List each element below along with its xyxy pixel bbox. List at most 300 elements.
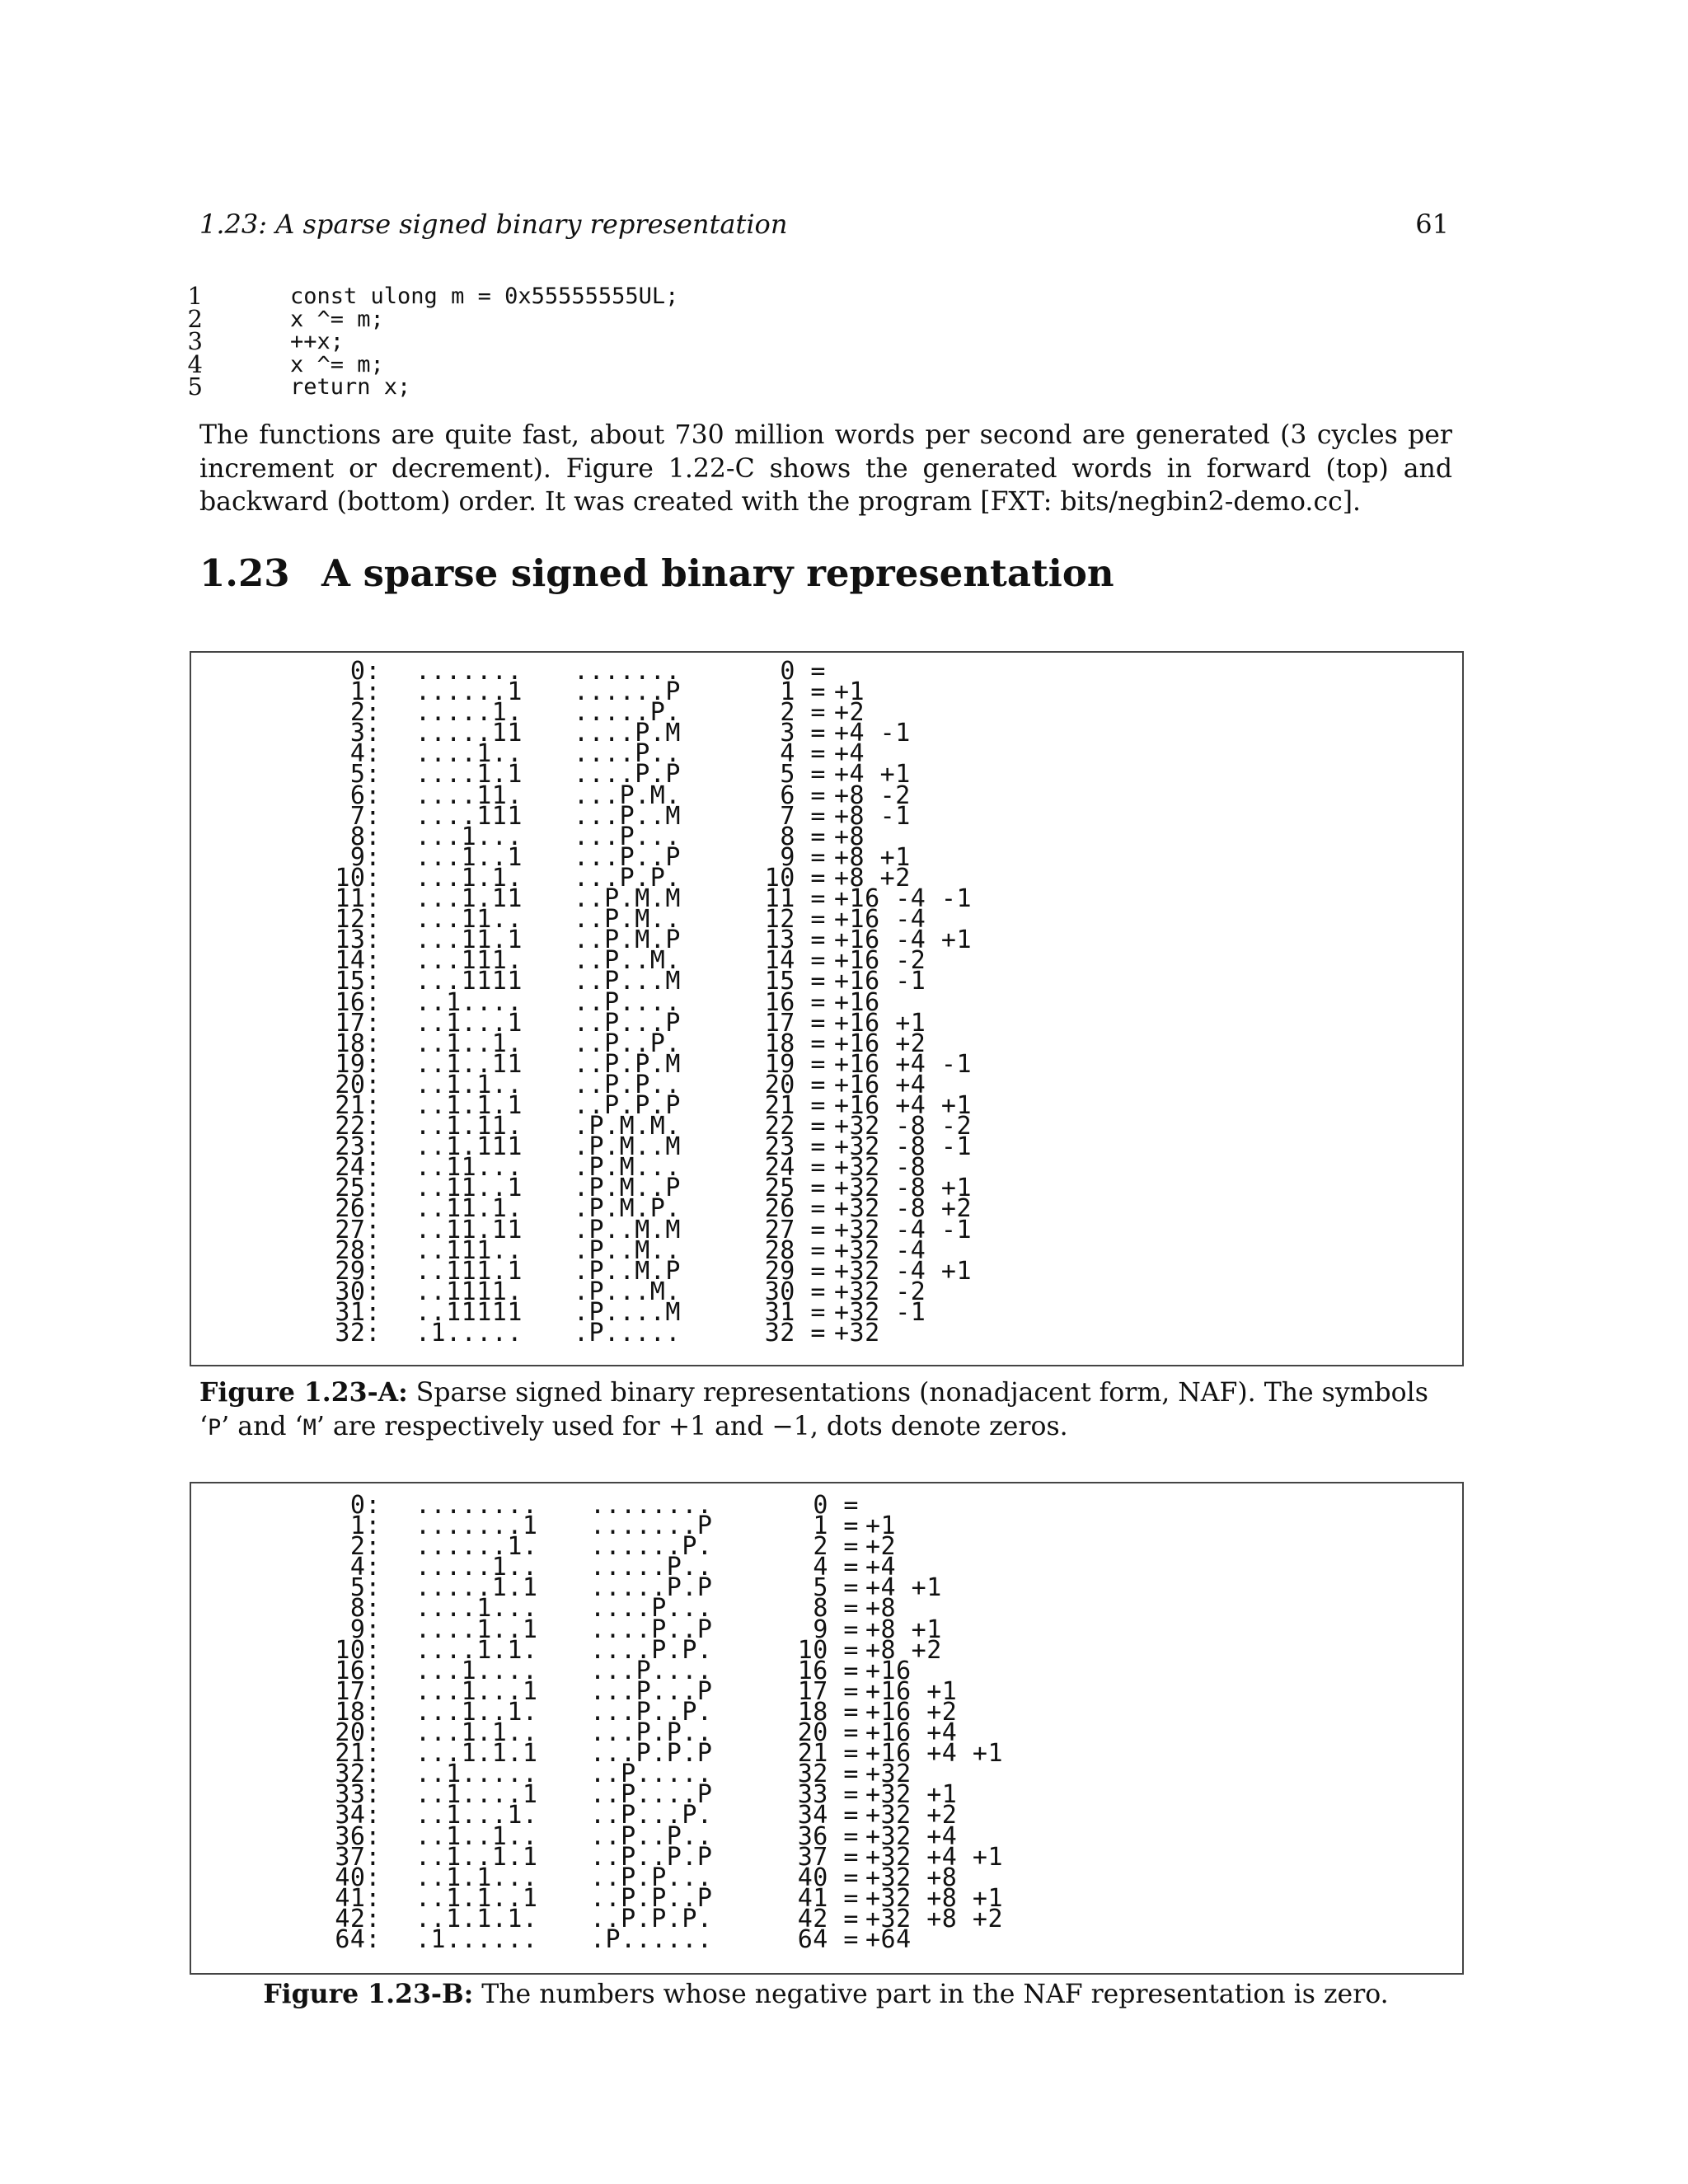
decimal-equals: 18 = <box>797 1697 859 1727</box>
code-line-number: 3 <box>187 327 203 356</box>
naf-terms: +32 -4 -1 <box>834 1215 973 1244</box>
naf-terms: +32 -8 -2 <box>834 1112 973 1141</box>
naf-terms: +32 +4 <box>865 1821 958 1851</box>
row-index: 18: <box>335 1029 381 1058</box>
naf-terms: +32 +8 +1 <box>865 1883 1004 1913</box>
binary-value: ..1...1. <box>415 1801 538 1830</box>
decimal-equals: 37 = <box>797 1842 859 1872</box>
binary-value: ..1.111 <box>415 1132 523 1162</box>
decimal-equals: 16 = <box>797 1656 859 1685</box>
naf-terms: +16 +4 +1 <box>865 1739 1004 1769</box>
table-row <box>191 760 1462 790</box>
decimal-equals: 4 = <box>813 1553 859 1582</box>
naf-value: ...P.P.. <box>590 1718 713 1748</box>
table-row <box>191 842 1462 872</box>
naf-terms: +32 +1 <box>865 1780 958 1810</box>
row-index: 11: <box>335 884 381 914</box>
decimal-equals: 34 = <box>797 1801 859 1830</box>
row-index: 14: <box>335 946 381 976</box>
naf-terms: +8 <box>834 822 865 851</box>
decimal-equals: 21 = <box>764 1090 826 1120</box>
naf-value: .......P <box>590 1511 713 1541</box>
binary-value: ...1...1 <box>415 1676 538 1706</box>
binary-value: ...1... <box>415 822 523 851</box>
figure-a-caption <box>199 1376 1452 1445</box>
binary-value: ...111. <box>415 946 523 976</box>
code-line-number: 4 <box>187 349 203 378</box>
table-row <box>191 780 1462 810</box>
row-index: 3: <box>349 719 381 748</box>
binary-value: ......1. <box>415 1532 538 1562</box>
table-row <box>191 677 1462 707</box>
row-index: 8: <box>349 1594 381 1624</box>
naf-terms: +32 -4 +1 <box>834 1256 973 1286</box>
naf-value: ..P...P <box>574 1008 681 1038</box>
binary-value: ...11.1 <box>415 926 523 955</box>
decimal-equals: 42 = <box>797 1904 859 1933</box>
row-index: 25: <box>335 1174 381 1203</box>
naf-value: ....P.. <box>574 739 681 769</box>
code-line <box>180 349 1169 378</box>
naf-terms: +8 +1 <box>834 842 911 872</box>
binary-value: .....1.. <box>415 1553 538 1582</box>
naf-value: ....P.P <box>574 760 681 790</box>
naf-terms: +16 +1 <box>865 1676 958 1706</box>
naf-terms: +16 -2 <box>834 946 926 976</box>
binary-value: ....1..1 <box>415 1615 538 1644</box>
binary-value: ..1...1 <box>415 1008 523 1038</box>
table-row <box>191 1049 1462 1079</box>
table-row <box>191 1235 1462 1265</box>
naf-value: ..P.P.P <box>574 1090 681 1120</box>
naf-value: ......P. <box>590 1532 713 1562</box>
decimal-equals: 13 = <box>764 926 826 955</box>
figure-a-caption-text-2: ’ and ‘ <box>221 1411 303 1441</box>
decimal-equals: 17 = <box>797 1676 859 1706</box>
naf-terms: +32 -8 +2 <box>834 1194 973 1224</box>
table-row <box>191 1112 1462 1141</box>
binary-value: ...11.. <box>415 905 523 935</box>
table-row <box>191 1090 1462 1120</box>
row-index: 31: <box>335 1297 381 1327</box>
code-listing <box>180 282 1169 401</box>
figure-a-caption-label: Figure 1.23-A: <box>199 1377 408 1408</box>
naf-value: ....P.M <box>574 719 681 748</box>
row-index: 9: <box>349 1615 381 1644</box>
table-row <box>191 1008 1462 1038</box>
section-number: 1.23 <box>199 551 290 595</box>
naf-value: ...P..P. <box>590 1697 713 1727</box>
naf-value: ..P..P.. <box>590 1821 713 1851</box>
binary-value: ..1..... <box>415 1760 538 1789</box>
decimal-equals: 5 = <box>780 760 826 790</box>
naf-value: .P.M.M. <box>574 1112 681 1141</box>
row-index: 15: <box>335 967 381 996</box>
running-head <box>199 206 1449 242</box>
naf-terms: +16 +2 <box>834 1029 926 1058</box>
binary-value: ........ <box>415 1491 538 1520</box>
row-index: 6: <box>349 780 381 810</box>
section-heading <box>199 551 1114 597</box>
naf-value: ...P...P <box>590 1676 713 1706</box>
row-index: 27: <box>335 1215 381 1244</box>
naf-terms: +32 +8 <box>865 1863 958 1892</box>
row-index: 1: <box>349 1511 381 1541</box>
naf-value: .P.M... <box>574 1153 681 1183</box>
naf-value: ....P..P <box>590 1615 713 1644</box>
row-index: 4: <box>349 1553 381 1582</box>
body-paragraph: The functions are quite fast, about 730 million words per second are generated (3 cycles per increment or decrement). Figure 1.22-C shows the generated words in forward (top) and backward (bottom) order. It was created with the program [FXT: bits/negbin2-demo.cc]. <box>199 420 1452 517</box>
code-line-text: ++x; <box>290 329 345 355</box>
table-row <box>191 719 1462 748</box>
code-line-text: x ^= m; <box>290 306 384 332</box>
row-index: 37: <box>335 1842 381 1872</box>
row-index: 28: <box>335 1235 381 1265</box>
binary-value: .....1.1 <box>415 1573 538 1603</box>
naf-value: .P..... <box>574 1319 681 1347</box>
decimal-equals: 7 = <box>780 801 826 831</box>
decimal-equals: 24 = <box>764 1153 826 1183</box>
table-row <box>191 739 1462 769</box>
naf-value: .P..M.P <box>574 1256 681 1286</box>
row-index: 42: <box>335 1904 381 1933</box>
naf-terms: +4 +1 <box>834 760 911 790</box>
naf-terms: +8 +1 <box>865 1615 942 1644</box>
naf-value: ...P..P <box>574 842 681 872</box>
binary-value: .1..... <box>415 1319 523 1347</box>
table-row <box>191 1132 1462 1162</box>
decimal-equals: 9 = <box>780 842 826 872</box>
naf-terms: +32 -8 <box>834 1153 926 1183</box>
table-row <box>191 926 1462 955</box>
naf-value: ...P.M. <box>574 780 681 810</box>
binary-value: ..11111 <box>415 1297 523 1327</box>
naf-value: ..P.P.. <box>574 1070 681 1099</box>
decimal-equals: 26 = <box>764 1194 826 1224</box>
naf-terms: +16 <box>834 987 880 1017</box>
code-line-number: 5 <box>187 373 203 401</box>
naf-terms: +16 +4 <box>865 1718 958 1748</box>
naf-terms: +16 +4 +1 <box>834 1090 973 1120</box>
binary-value: ..11... <box>415 1153 523 1183</box>
code-line-text: const ulong m = 0x55555555UL; <box>290 284 679 309</box>
row-index: 17: <box>335 1008 381 1038</box>
row-index: 5: <box>349 760 381 790</box>
table-row <box>191 1029 1462 1058</box>
decimal-equals: 29 = <box>764 1256 826 1286</box>
naf-value: ..P....P <box>590 1780 713 1810</box>
naf-terms: +32 -8 -1 <box>834 1132 973 1162</box>
decimal-equals: 11 = <box>764 884 826 914</box>
naf-value: .P..M.. <box>574 1235 681 1265</box>
binary-value: ..1.1.. <box>415 1070 523 1099</box>
naf-terms: +1 <box>865 1511 897 1541</box>
decimal-equals: 18 = <box>764 1029 826 1058</box>
binary-value: ....1.1 <box>415 760 523 790</box>
table-row <box>191 822 1462 851</box>
row-index: 8: <box>349 822 381 851</box>
naf-terms: +32 -8 +1 <box>834 1174 973 1203</box>
row-index: 0: <box>349 1491 381 1520</box>
row-index: 29: <box>335 1256 381 1286</box>
naf-value: ........ <box>590 1491 713 1520</box>
table-row <box>191 1924 1462 1954</box>
row-index: 24: <box>335 1153 381 1183</box>
binary-value: ..1....1 <box>415 1780 538 1810</box>
naf-value: ..P.P.M <box>574 1049 681 1079</box>
code-line <box>180 327 1169 356</box>
decimal-equals: 15 = <box>764 967 826 996</box>
binary-value: .....1. <box>415 698 523 728</box>
naf-terms: +16 +1 <box>834 1008 926 1038</box>
naf-value: ..P...P. <box>590 1801 713 1830</box>
row-index: 5: <box>349 1573 381 1603</box>
naf-terms: +8 +2 <box>834 863 911 893</box>
naf-value: ..P.P.P. <box>590 1904 713 1933</box>
binary-value: ..111.. <box>415 1235 523 1265</box>
decimal-equals: 2 = <box>813 1532 859 1562</box>
code-line-number: 2 <box>187 304 203 333</box>
binary-value: ..111.1 <box>415 1256 523 1286</box>
naf-value: .P.M..M <box>574 1132 681 1162</box>
section-title-text: A sparse signed binary representation <box>321 551 1114 595</box>
naf-value: ...P.P.P <box>590 1739 713 1769</box>
binary-value: ...1..1 <box>415 842 523 872</box>
row-index: 32: <box>335 1760 381 1789</box>
row-index: 33: <box>335 1780 381 1810</box>
figure-a-symbol-m: M <box>302 1414 316 1441</box>
binary-value: ....1.. <box>415 739 523 769</box>
decimal-equals: 2 = <box>780 698 826 728</box>
code-line-text: return x; <box>290 374 411 401</box>
naf-value: .P...M. <box>574 1277 681 1306</box>
decimal-equals: 30 = <box>764 1277 826 1306</box>
table-row <box>191 1194 1462 1224</box>
row-index: 7: <box>349 801 381 831</box>
naf-value: .....P.P <box>590 1573 713 1603</box>
code-line-text: x ^= m; <box>290 351 384 377</box>
figure-a-box <box>190 651 1464 1366</box>
table-row <box>191 657 1462 686</box>
row-index: 9: <box>349 842 381 872</box>
table-row <box>191 1297 1462 1327</box>
decimal-equals: 22 = <box>764 1112 826 1141</box>
row-index: 21: <box>335 1090 381 1120</box>
naf-value: ..P.M.M <box>574 884 681 914</box>
row-index: 1: <box>349 677 381 707</box>
figure-a-caption-text-1: Sparse signed binary representations (nonadjacent form, NAF). The symbols ‘ <box>199 1378 1428 1441</box>
binary-value: ..1.... <box>415 987 523 1017</box>
table-row <box>191 698 1462 728</box>
naf-value: ....... <box>574 657 681 686</box>
binary-value: ..1.1.1. <box>415 1904 538 1933</box>
naf-terms: +32 <box>834 1319 880 1347</box>
binary-value: ....1... <box>415 1594 538 1624</box>
decimal-equals: 25 = <box>764 1174 826 1203</box>
table-row <box>191 1070 1462 1099</box>
row-index: 32: <box>335 1319 381 1347</box>
naf-terms: +8 -1 <box>834 801 911 831</box>
naf-value: .P...... <box>590 1924 713 1954</box>
table-row <box>191 1153 1462 1183</box>
binary-value: ...1111 <box>415 967 523 996</box>
decimal-equals: 4 = <box>780 739 826 769</box>
row-index: 26: <box>335 1194 381 1224</box>
row-index: 16: <box>335 987 381 1017</box>
binary-value: ..1..11 <box>415 1049 523 1079</box>
decimal-equals: 31 = <box>764 1297 826 1327</box>
row-index: 34: <box>335 1801 381 1830</box>
naf-value: ..P..P.P <box>590 1842 713 1872</box>
naf-terms: +16 +4 -1 <box>834 1049 973 1079</box>
binary-value: ..1.1..1 <box>415 1883 538 1913</box>
naf-value: .P..M.M <box>574 1215 681 1244</box>
naf-value: ...P..M <box>574 801 681 831</box>
naf-terms: +16 +4 <box>834 1070 926 1099</box>
naf-terms: +16 <box>865 1656 912 1685</box>
row-index: 2: <box>349 698 381 728</box>
decimal-equals: 17 = <box>764 1008 826 1038</box>
row-index: 2: <box>349 1532 381 1562</box>
row-index: 21: <box>335 1739 381 1769</box>
row-index: 30: <box>335 1277 381 1306</box>
naf-terms: +8 <box>865 1594 897 1624</box>
table-row <box>191 801 1462 831</box>
naf-terms: +64 <box>865 1924 912 1954</box>
naf-value: ..P..P. <box>574 1029 681 1058</box>
naf-terms: +4 -1 <box>834 719 911 748</box>
binary-value: ..11.1. <box>415 1194 523 1224</box>
table-row <box>191 946 1462 976</box>
naf-value: ..P.P..P <box>590 1883 713 1913</box>
decimal-equals: 9 = <box>813 1615 859 1644</box>
naf-terms: +16 -4 <box>834 905 926 935</box>
row-index: 4: <box>349 739 381 769</box>
binary-value: ..1111. <box>415 1277 523 1306</box>
naf-terms: +32 -4 <box>834 1235 926 1265</box>
decimal-equals: 21 = <box>797 1739 859 1769</box>
table-row <box>191 1215 1462 1244</box>
naf-value: ......P <box>574 677 681 707</box>
naf-value: ....P... <box>590 1594 713 1624</box>
table-row <box>191 1319 1462 1347</box>
decimal-equals: 64 = <box>797 1924 859 1954</box>
naf-terms: +4 +1 <box>865 1573 942 1603</box>
running-head-title: 1.23: A sparse signed binary representation <box>199 209 788 240</box>
naf-value: ..P.P... <box>590 1863 713 1892</box>
naf-value: .P....M <box>574 1297 681 1327</box>
decimal-equals: 1 = <box>780 677 826 707</box>
decimal-equals: 33 = <box>797 1780 859 1810</box>
row-index: 36: <box>335 1821 381 1851</box>
code-line <box>180 373 1169 401</box>
binary-value: .1...... <box>415 1924 538 1954</box>
naf-terms: +32 -1 <box>834 1297 926 1327</box>
page-number: 61 <box>1415 209 1449 240</box>
table-row <box>191 1256 1462 1286</box>
code-line <box>180 304 1169 333</box>
decimal-equals: 32 = <box>764 1319 826 1347</box>
decimal-equals: 23 = <box>764 1132 826 1162</box>
decimal-equals: 16 = <box>764 987 826 1017</box>
row-index: 18: <box>335 1697 381 1727</box>
naf-value: ..P.... <box>574 987 681 1017</box>
binary-value: ..1.1... <box>415 1863 538 1892</box>
naf-value: ...P... <box>574 822 681 851</box>
naf-terms: +1 <box>834 677 865 707</box>
figure-a-table <box>191 657 1462 1347</box>
decimal-equals: 10 = <box>764 863 826 893</box>
naf-terms: +8 +2 <box>865 1635 942 1665</box>
naf-terms: +2 <box>834 698 865 728</box>
row-index: 64: <box>335 1924 381 1954</box>
binary-value: ..11.11 <box>415 1215 523 1244</box>
naf-terms: +16 -1 <box>834 967 926 996</box>
decimal-equals: 28 = <box>764 1235 826 1265</box>
naf-terms: +16 -4 +1 <box>834 926 973 955</box>
naf-terms: +8 -2 <box>834 780 911 810</box>
row-index: 40: <box>335 1863 381 1892</box>
figure-b-caption <box>199 1978 1452 2012</box>
decimal-equals: 32 = <box>797 1760 859 1789</box>
binary-value: ....11. <box>415 780 523 810</box>
naf-value: ..P.M.. <box>574 905 681 935</box>
row-index: 20: <box>335 1718 381 1748</box>
decimal-equals: 0 = <box>780 657 826 686</box>
decimal-equals: 12 = <box>764 905 826 935</box>
binary-value: ..1.1.1 <box>415 1090 523 1120</box>
row-index: 10: <box>335 863 381 893</box>
table-row <box>191 905 1462 935</box>
table-row <box>191 1277 1462 1306</box>
naf-value: ....P.P. <box>590 1635 713 1665</box>
binary-value: .....11 <box>415 719 523 748</box>
binary-value: .......1 <box>415 1511 538 1541</box>
decimal-equals: 8 = <box>780 822 826 851</box>
naf-value: ..P..... <box>590 1760 713 1789</box>
decimal-equals: 0 = <box>813 1491 859 1520</box>
naf-terms: +16 -4 -1 <box>834 884 973 914</box>
figure-b-table <box>191 1491 1462 1954</box>
naf-terms: +16 +2 <box>865 1697 958 1727</box>
code-line-number: 1 <box>187 282 203 310</box>
code-line <box>180 282 1169 310</box>
naf-value: .P.M.P. <box>574 1194 681 1224</box>
row-index: 13: <box>335 926 381 955</box>
decimal-equals: 10 = <box>797 1635 859 1665</box>
row-index: 0: <box>349 657 381 686</box>
row-index: 22: <box>335 1112 381 1141</box>
figure-a-symbol-p: P <box>208 1414 222 1441</box>
row-index: 23: <box>335 1132 381 1162</box>
decimal-equals: 6 = <box>780 780 826 810</box>
binary-value: ....111 <box>415 801 523 831</box>
decimal-equals: 14 = <box>764 946 826 976</box>
figure-b-caption-text: The numbers whose negative part in the NAF representation is zero. <box>473 1980 1389 2009</box>
decimal-equals: 3 = <box>780 719 826 748</box>
naf-value: .P.M..P <box>574 1174 681 1203</box>
decimal-equals: 41 = <box>797 1883 859 1913</box>
row-index: 20: <box>335 1070 381 1099</box>
binary-value: ...1..1. <box>415 1697 538 1727</box>
naf-terms: +2 <box>865 1532 897 1562</box>
binary-value: ..1.11. <box>415 1112 523 1141</box>
naf-terms: +4 <box>834 739 865 769</box>
naf-terms: +32 +8 +2 <box>865 1904 1004 1933</box>
decimal-equals: 36 = <box>797 1821 859 1851</box>
figure-b-caption-label: Figure 1.23-B: <box>263 1979 474 2009</box>
table-row <box>191 884 1462 914</box>
